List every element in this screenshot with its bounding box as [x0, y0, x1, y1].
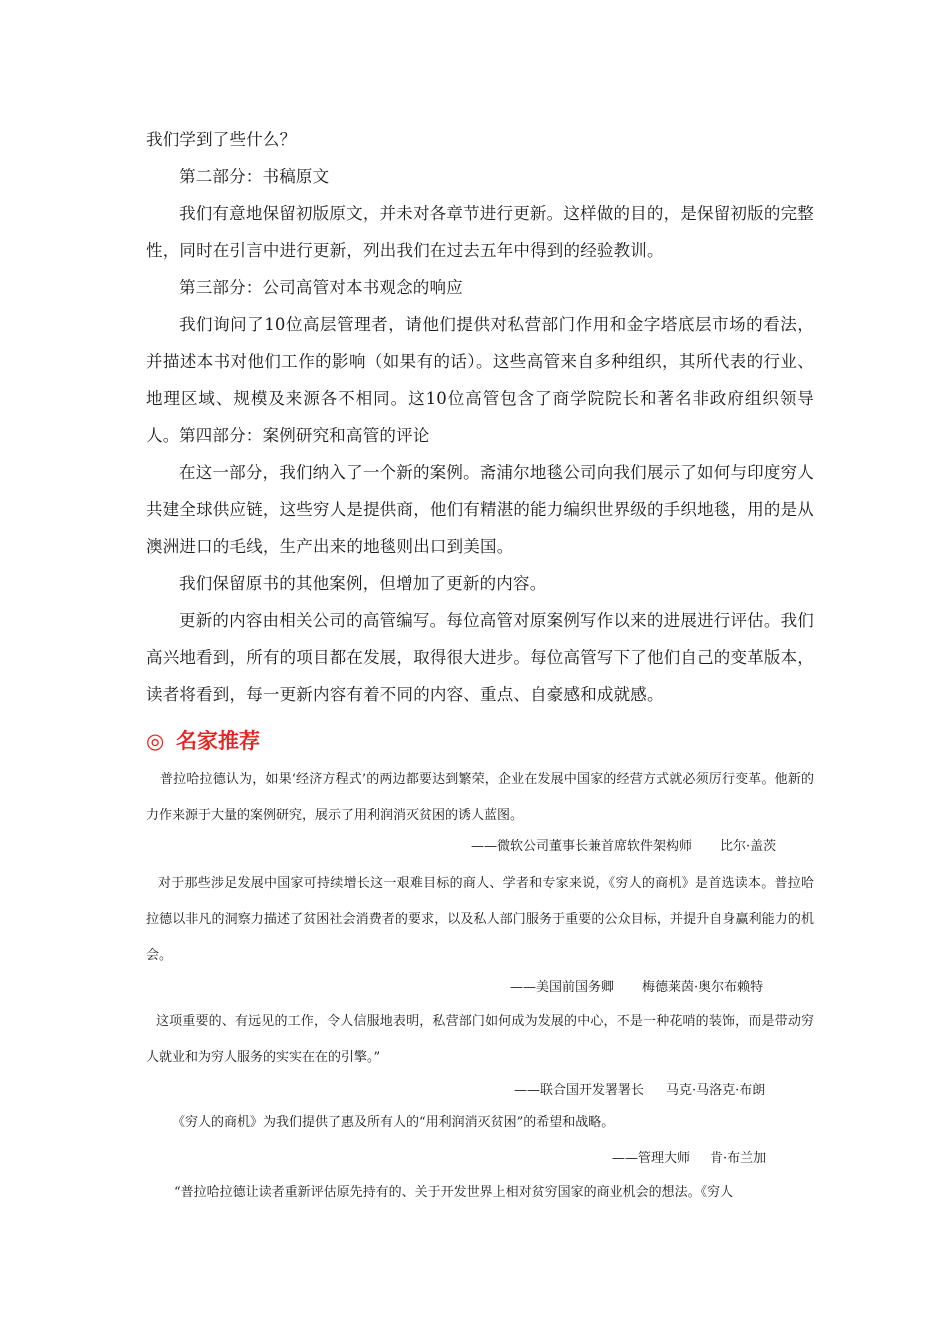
- section-heading: [146, 726, 260, 756]
- part4-text-case: 在这一部分，我们纳入了一个新的案例。斋浦尔地毯公司向我们展示了如何与印度穷人共建全球供应链，这些穷人是提供商，他们有精湛的能力编织世界级的手织地毯，用的是从澳洲进口的毛线，生产出来的地毯则出口到美国。: [146, 463, 814, 556]
- quote-text-4: 《穷人的商机》为我们提供了惠及所有人的“用利润消灭贫困”的希望和战略。: [172, 1115, 615, 1130]
- bullseye-icon: ◎: [146, 728, 165, 753]
- part4-text-others: 我们保留原书的其他案例，但增加了更新的内容。: [179, 574, 547, 593]
- part4-title: 第四部分：案例研究和高管的评论: [179, 426, 430, 445]
- part2-title: 第二部分：书稿原文: [179, 167, 330, 186]
- quote-attribution-1: [471, 837, 776, 857]
- quote-author-4: 肯·布兰加: [710, 1151, 767, 1166]
- quote-role-1: ——微软公司董事长兼首席软件架构师: [471, 839, 693, 854]
- quote-author-2: 梅德莱茵·奥尔布赖特: [642, 980, 764, 995]
- quote-author-3: 马克·马洛克·布朗: [666, 1083, 766, 1098]
- quote-role-4: ——管理大师: [612, 1151, 691, 1166]
- part4-text-updates: 更新的内容由相关公司的高管编写。每位高管对原案例写作以来的进展进行评估。我们高兴地看到，所有的项目都在发展，取得很大进步。每位高管写下了他们自己的变革版本，读者将看到，每一更新内容有着不同的内容、重点、自豪感和成就感。: [146, 611, 814, 704]
- quote-author-1: 比尔·盖茨: [720, 839, 777, 854]
- quote-attribution-2: [510, 978, 763, 998]
- quote-text-2: 对于那些涉足发展中国家可持续增长这一艰难目标的商人、学者和专家来说，《穷人的商机》是首选读本。普拉哈拉德以非凡的洞察力描述了贫困社会消费者的要求，以及私人部门服务于重要的公众目标，并提升自身赢利能力的机会。: [146, 876, 814, 963]
- body-line-top: 我们学到了些什么？: [146, 130, 297, 149]
- quote-role-3: ——联合国开发署署长: [514, 1083, 645, 1098]
- section-title: 名家推荐: [176, 728, 260, 753]
- part2-text: 我们有意地保留初版原文，并未对各章节进行更新。这样做的目的，是保留初版的完整性，同时在引言中进行更新，列出我们在过去五年中得到的经验教训。: [146, 204, 814, 260]
- quote-text-1: 普拉哈拉德认为，如果‘经济方程式’的两边都要达到繁荣，企业在发展中国家的经营方式就必须厉行变革。他新的力作来源于大量的案例研究，展示了用利润消灭贫困的诱人蓝图。: [146, 772, 814, 823]
- part3-text: 我们询问了10位高层管理者，请他们提供对私营部门作用和金字塔底层市场的看法，并描述本书对他们工作的影响（如果有的话）。这些高管来自多种组织，其所代表的行业、地理区域、规模及来源各不相同。这10位高管包含了商学院院长和著名非政府组织领导人。: [146, 315, 814, 445]
- quote-role-2: ——美国前国务卿: [510, 980, 615, 995]
- part3-title: 第三部分：公司高管对本书观念的响应: [179, 278, 463, 297]
- quote-text-5: “普拉哈拉德让读者重新评估原先持有的、关于开发世界上相对贫穷国家的商业机会的想法。《穷人: [174, 1185, 734, 1200]
- quote-attribution-4: [612, 1149, 766, 1169]
- quote-attribution-3: [514, 1081, 765, 1101]
- quote-text-3: 这项重要的、有远见的工作，令人信服地表明，私营部门如何成为发展的中心，不是一种花哨的装饰，而是带动穷人就业和为穷人服务的实实在在的引擎。”: [146, 1014, 814, 1065]
